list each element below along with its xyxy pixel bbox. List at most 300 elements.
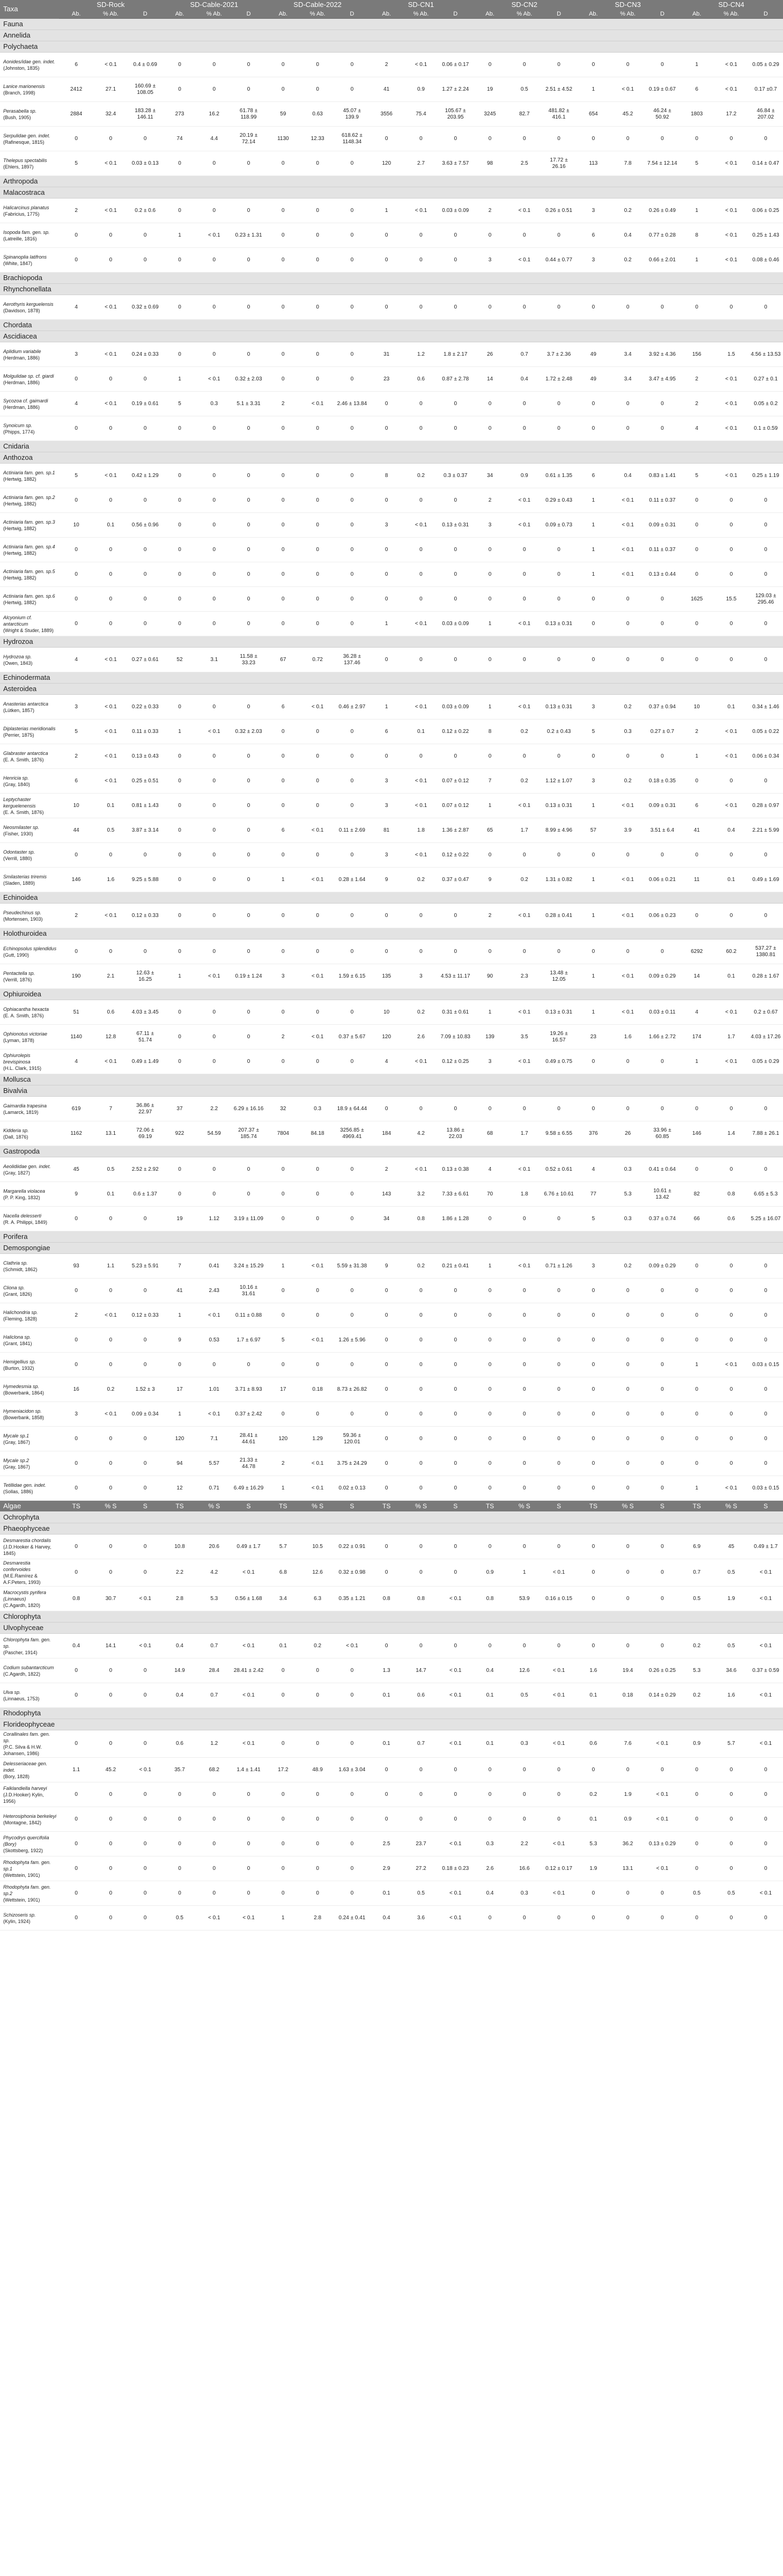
value-cell: 0	[162, 744, 197, 769]
value-cell: 0	[749, 1427, 783, 1451]
phylum-row	[0, 672, 783, 684]
value-cell: 1	[679, 53, 714, 77]
value-cell: 0	[438, 1451, 472, 1476]
value-cell: 0	[266, 1856, 300, 1881]
value-cell: 0	[438, 744, 472, 769]
value-cell: 4.4	[197, 127, 231, 151]
value-cell: 0	[59, 843, 93, 868]
value-cell: 82	[679, 1182, 714, 1207]
value-cell: 1.27 ± 2.24	[438, 77, 472, 102]
species-name: Perasabella sp.	[3, 108, 37, 114]
value-cell: 0.56 ± 0.96	[128, 513, 162, 538]
value-cell: 0	[714, 1328, 748, 1353]
value-cell: 0	[59, 1906, 93, 1931]
species-authority: (Lyman, 1878)	[3, 1037, 34, 1043]
value-cell: 0	[162, 151, 197, 176]
value-cell: 20.19 ± 72.14	[231, 127, 265, 151]
value-cell: 6.9	[679, 1535, 714, 1559]
value-cell: < 0.1	[93, 744, 128, 769]
value-cell: < 0.1	[507, 1157, 542, 1182]
value-cell: 1	[576, 904, 610, 928]
table-row	[0, 1182, 783, 1207]
species-name: Actiniaria fam. gen. sp.5	[3, 568, 55, 574]
value-cell: < 0.1	[749, 1587, 783, 1611]
table-row	[0, 367, 783, 392]
value-cell: 3	[59, 1402, 93, 1427]
species-authority: (Lütken, 1857)	[3, 707, 35, 713]
value-cell: 0	[645, 744, 679, 769]
value-cell: 1.72 ± 2.48	[542, 367, 576, 392]
value-cell: 0	[266, 744, 300, 769]
table-row	[0, 769, 783, 794]
value-cell: 0	[370, 1353, 404, 1377]
species-name: Lanice marionensis	[3, 83, 45, 89]
species-authority: (Wettstein, 1901)	[3, 1872, 40, 1878]
value-cell: 0.44 ± 0.77	[542, 248, 576, 273]
value-cell: 21.33 ± 44.78	[231, 1451, 265, 1476]
value-cell: 0.3	[507, 1730, 542, 1758]
value-cell: 0.77 ± 0.28	[645, 223, 679, 248]
value-cell: 105.67 ± 203.95	[438, 102, 472, 127]
value-cell: 0	[576, 1451, 610, 1476]
value-cell: 0.03 ± 0.15	[749, 1476, 783, 1501]
value-cell: 0	[300, 1683, 335, 1708]
value-cell: 0	[714, 1377, 748, 1402]
species-cell	[0, 1881, 59, 1906]
value-cell: 0.7	[197, 1683, 231, 1708]
value-cell: 19	[162, 1207, 197, 1231]
table-row	[0, 1807, 783, 1832]
value-cell: 0	[197, 744, 231, 769]
species-cell	[0, 1730, 59, 1758]
value-cell: 1	[266, 868, 300, 892]
value-cell: 20.6	[197, 1535, 231, 1559]
value-cell: 27.1	[93, 77, 128, 102]
value-cell: 0	[335, 53, 369, 77]
species-authority: (Grant, 1826)	[3, 1291, 32, 1297]
value-cell: < 0.1	[300, 868, 335, 892]
species-authority: (Schmidt, 1862)	[3, 1266, 38, 1272]
algae-metric-header: TS	[472, 1501, 507, 1512]
value-cell: 0	[59, 1881, 93, 1906]
value-cell: 0	[611, 744, 645, 769]
algae-metric-header: S	[231, 1501, 265, 1512]
value-cell: 6292	[679, 940, 714, 964]
table-row	[0, 1881, 783, 1906]
value-cell: 0.12 ± 0.25	[438, 1050, 472, 1074]
value-cell: 0	[542, 295, 576, 320]
value-cell: 0.25 ± 1.19	[749, 464, 783, 488]
value-cell: 0.27 ± 0.61	[128, 648, 162, 672]
value-cell: 0	[266, 416, 300, 441]
species-name: Rhodophyta fam. gen. sp.1	[3, 1859, 51, 1872]
value-cell: 0	[542, 1906, 576, 1931]
value-cell: < 0.1	[197, 1402, 231, 1427]
value-cell: 0.1	[714, 964, 748, 989]
value-cell: 0	[231, 695, 265, 720]
value-cell: 0.2 ± 0.67	[749, 1000, 783, 1025]
value-cell: 0	[300, 562, 335, 587]
value-cell: 0	[197, 843, 231, 868]
species-name: Alcyonium cf. antarcticum	[3, 614, 32, 627]
value-cell: 0	[472, 940, 507, 964]
value-cell: 49	[576, 367, 610, 392]
value-cell: 0	[59, 612, 93, 636]
metric-header: Ab.	[162, 10, 197, 19]
value-cell: 0	[749, 1279, 783, 1303]
value-cell: 0	[645, 416, 679, 441]
value-cell: 120	[370, 151, 404, 176]
value-cell: 0	[266, 295, 300, 320]
value-cell: 5.3	[197, 1587, 231, 1611]
species-authority: (Bush, 1905)	[3, 114, 31, 120]
value-cell: 0.05 ± 0.22	[749, 720, 783, 744]
value-cell: 0.8	[404, 1207, 438, 1231]
value-cell: 0	[162, 904, 197, 928]
value-cell: 0	[507, 53, 542, 77]
value-cell: 0	[162, 769, 197, 794]
value-cell: 0.16 ± 0.15	[542, 1587, 576, 1611]
value-cell: 0	[576, 1377, 610, 1402]
value-cell: 0	[714, 488, 748, 513]
value-cell: 0.2	[404, 1254, 438, 1279]
value-cell: 7	[93, 1097, 128, 1121]
value-cell: 0	[266, 513, 300, 538]
value-cell: 14	[679, 964, 714, 989]
value-cell: 0.13 ± 0.43	[128, 744, 162, 769]
value-cell: 0	[542, 1634, 576, 1658]
value-cell: 0.07 ± 0.12	[438, 794, 472, 818]
value-cell: 0	[714, 1782, 748, 1807]
value-cell: 0	[300, 769, 335, 794]
species-name: Neosmilaster sp.	[3, 824, 40, 830]
species-authority: (Montagne, 1842)	[3, 1819, 42, 1825]
algae-metric-header: TS	[576, 1501, 610, 1512]
value-cell: 0	[335, 1807, 369, 1832]
value-cell: 52	[162, 648, 197, 672]
value-cell: 0	[438, 1634, 472, 1658]
value-cell: 0.71	[197, 1476, 231, 1501]
value-cell: 0.9	[472, 1559, 507, 1587]
value-cell: 0	[714, 1097, 748, 1121]
value-cell: 0	[645, 843, 679, 868]
species-name: Sycozoa cf. gaimardi	[3, 398, 48, 403]
value-cell: < 0.1	[714, 223, 748, 248]
value-cell: 0	[93, 843, 128, 868]
value-cell: 0.13 ± 0.31	[542, 695, 576, 720]
value-cell: 0	[266, 248, 300, 273]
algae-metric-header: % S	[300, 1501, 335, 1512]
value-cell: 0	[542, 744, 576, 769]
value-cell: 0	[749, 513, 783, 538]
value-cell: 0.2	[300, 1634, 335, 1658]
species-name: Corallinales fam. gen. sp.	[3, 1731, 50, 1743]
value-cell: 0.05 ± 0.2	[749, 392, 783, 416]
value-cell: 0	[404, 538, 438, 562]
value-cell: 9	[59, 1182, 93, 1207]
value-cell: 0	[266, 794, 300, 818]
value-cell: 0	[404, 1303, 438, 1328]
value-cell: 0	[542, 127, 576, 151]
species-cell	[0, 1000, 59, 1025]
value-cell: 0	[335, 1000, 369, 1025]
value-cell: 0	[300, 151, 335, 176]
species-authority: (Bory, 1828)	[3, 1773, 29, 1779]
metric-header: Ab.	[370, 10, 404, 19]
value-cell: 183.28 ± 146.11	[128, 102, 162, 127]
metric-header: % Ab.	[714, 10, 748, 19]
class-row	[0, 989, 783, 1000]
table-row	[0, 1758, 783, 1782]
value-cell: 0	[231, 1856, 265, 1881]
species-cell	[0, 868, 59, 892]
class-row	[0, 1146, 783, 1157]
value-cell: 0.13 ± 0.38	[438, 1157, 472, 1182]
value-cell: 0	[59, 1427, 93, 1451]
value-cell: 0	[404, 488, 438, 513]
value-cell: 0	[542, 1758, 576, 1782]
algae-metric-header: S	[645, 1501, 679, 1512]
value-cell: 0	[162, 513, 197, 538]
species-name: Glabraster antarctica	[3, 750, 48, 756]
species-cell	[0, 53, 59, 77]
value-cell: 0	[93, 1856, 128, 1881]
value-cell: 0.49 ± 1.49	[128, 1050, 162, 1074]
value-cell: < 0.1	[438, 1730, 472, 1758]
value-cell: 0	[472, 1353, 507, 1377]
value-cell: < 0.1	[714, 77, 748, 102]
value-cell: 0	[611, 392, 645, 416]
value-cell: 0.12 ± 0.33	[128, 904, 162, 928]
value-cell: 0	[335, 367, 369, 392]
value-cell: 0	[231, 1832, 265, 1856]
species-name: Diplasterias meridionalis	[3, 725, 56, 731]
value-cell: 0	[714, 1758, 748, 1782]
value-cell: 0	[93, 1451, 128, 1476]
phylum-row	[0, 1231, 783, 1243]
value-cell: < 0.1	[93, 53, 128, 77]
value-cell: 0	[679, 1807, 714, 1832]
value-cell: 2.8	[300, 1906, 335, 1931]
table-row	[0, 1856, 783, 1881]
value-cell: < 0.1	[300, 695, 335, 720]
value-cell: 0	[749, 1782, 783, 1807]
value-cell: 10	[370, 1000, 404, 1025]
value-cell: 0	[714, 769, 748, 794]
value-cell: 0	[472, 1634, 507, 1658]
value-cell: 0	[197, 1856, 231, 1881]
value-cell: 0.18 ± 0.35	[645, 769, 679, 794]
value-cell: 376	[576, 1121, 610, 1146]
value-cell: < 0.1	[404, 769, 438, 794]
value-cell: 0	[162, 342, 197, 367]
value-cell: < 0.1	[438, 1832, 472, 1856]
value-cell: 0	[679, 648, 714, 672]
value-cell: 0.18	[300, 1377, 335, 1402]
value-cell: 6	[576, 223, 610, 248]
value-cell: 1	[162, 223, 197, 248]
value-cell: 0.2	[611, 248, 645, 273]
species-name: Haliclona sp.	[3, 1334, 31, 1340]
value-cell: 0	[197, 151, 231, 176]
algae-header-row	[0, 1501, 783, 1512]
species-cell	[0, 295, 59, 320]
value-cell: 0	[645, 612, 679, 636]
value-cell: 0.19 ± 0.61	[128, 392, 162, 416]
value-cell: 0	[300, 295, 335, 320]
value-cell: 0	[438, 1535, 472, 1559]
value-cell: 0	[714, 538, 748, 562]
value-cell: 0	[611, 1279, 645, 1303]
value-cell: 0	[197, 1782, 231, 1807]
value-cell: 84.18	[300, 1121, 335, 1146]
value-cell: 0	[542, 1476, 576, 1501]
value-cell: 6.76 ± 10.61	[542, 1182, 576, 1207]
value-cell: 0	[231, 416, 265, 441]
phylum-row	[0, 1512, 783, 1523]
value-cell: 0	[300, 416, 335, 441]
value-cell: 8	[472, 720, 507, 744]
value-cell: 0	[576, 940, 610, 964]
value-cell: 0	[749, 1807, 783, 1832]
species-authority: (Grant, 1841)	[3, 1340, 32, 1346]
value-cell: 1.66 ± 2.72	[645, 1025, 679, 1050]
value-cell: 0.28 ± 0.41	[542, 904, 576, 928]
species-cell	[0, 964, 59, 989]
value-cell: 0	[93, 1559, 128, 1587]
value-cell: 0.32 ± 0.98	[335, 1559, 369, 1587]
species-authority: (Hertwig, 1882)	[3, 599, 36, 605]
value-cell: 3	[404, 964, 438, 989]
value-cell: 0	[576, 1559, 610, 1587]
species-name: Actiniaria fam. gen. sp.4	[3, 544, 55, 549]
species-cell	[0, 1856, 59, 1881]
value-cell: 0	[93, 488, 128, 513]
class-row-label: Echinoidea	[0, 892, 783, 904]
value-cell: 0	[59, 248, 93, 273]
value-cell: 0	[300, 720, 335, 744]
value-cell: 0.35 ± 1.21	[335, 1587, 369, 1611]
value-cell: 54.59	[197, 1121, 231, 1146]
value-cell: 41	[370, 77, 404, 102]
value-cell: 0	[300, 1207, 335, 1231]
value-cell: 0.18 ± 0.23	[438, 1856, 472, 1881]
value-cell: 0.5	[93, 818, 128, 843]
value-cell: 0.5	[93, 1157, 128, 1182]
value-cell: 0	[197, 562, 231, 587]
phylum-row	[0, 1708, 783, 1719]
value-cell: 0	[679, 1377, 714, 1402]
species-name: Molgulidae sp. cf. giardi	[3, 373, 54, 379]
value-cell: 0	[370, 1634, 404, 1658]
value-cell: 0	[335, 1353, 369, 1377]
species-name: Heterosiphonia berkeleyi	[3, 1813, 57, 1819]
phylum-row-label: Porifera	[0, 1231, 783, 1243]
value-cell: 9	[472, 868, 507, 892]
value-cell: 0.52 ± 0.61	[542, 1157, 576, 1182]
value-cell: 0.41 ± 0.64	[645, 1157, 679, 1182]
value-cell: 0	[335, 1402, 369, 1427]
species-cell	[0, 199, 59, 223]
value-cell: 0.71 ± 1.26	[542, 1254, 576, 1279]
value-cell: 0	[507, 587, 542, 612]
species-name: Falklandiella harveyi	[3, 1785, 47, 1791]
value-cell: < 0.1	[197, 964, 231, 989]
value-cell: 0	[472, 587, 507, 612]
value-cell: 0	[231, 199, 265, 223]
value-cell: 2.51 ± 4.52	[542, 77, 576, 102]
species-cell	[0, 744, 59, 769]
value-cell: 0	[300, 587, 335, 612]
value-cell: 0	[404, 1535, 438, 1559]
value-cell: 0.25 ± 0.51	[128, 769, 162, 794]
value-cell: 0.4 ± 0.69	[128, 53, 162, 77]
value-cell: 619	[59, 1097, 93, 1121]
value-cell: 7.88 ± 26.1	[749, 1121, 783, 1146]
value-cell: < 0.1	[93, 151, 128, 176]
value-cell: 0	[472, 1427, 507, 1451]
value-cell: 0	[59, 1807, 93, 1832]
species-name: Pseudechinus sp.	[3, 909, 42, 915]
value-cell: 3	[576, 199, 610, 223]
value-cell: 0.5	[714, 1634, 748, 1658]
value-cell: 5	[679, 464, 714, 488]
value-cell: 0	[93, 1279, 128, 1303]
value-cell: 15.5	[714, 587, 748, 612]
value-cell: 0	[197, 904, 231, 928]
value-cell: 0	[438, 562, 472, 587]
value-cell: 0	[128, 1476, 162, 1501]
value-cell: 0	[335, 151, 369, 176]
table-row	[0, 1559, 783, 1587]
species-authority: (Gutt, 1990)	[3, 952, 29, 958]
value-cell: 0	[266, 199, 300, 223]
value-cell: 0	[231, 538, 265, 562]
species-cell	[0, 1559, 59, 1587]
class-row-label: Polychaeta	[0, 41, 783, 53]
value-cell: 0	[266, 1050, 300, 1074]
value-cell: 0	[335, 794, 369, 818]
value-cell: 2	[370, 53, 404, 77]
class-row	[0, 892, 783, 904]
value-cell: 0	[335, 904, 369, 928]
metric-header: Ab.	[679, 10, 714, 19]
value-cell: 0	[335, 587, 369, 612]
class-row	[0, 684, 783, 695]
value-cell: 0	[749, 127, 783, 151]
value-cell: 10	[679, 695, 714, 720]
species-authority: (Skottsberg, 1922)	[3, 1847, 43, 1853]
phylum-row	[0, 1074, 783, 1085]
species-name: Rhodophyta fam. gen. sp.2	[3, 1884, 51, 1896]
value-cell: 0	[162, 1050, 197, 1074]
value-cell: 3.71 ± 8.93	[231, 1377, 265, 1402]
value-cell: 0.61 ± 1.35	[542, 464, 576, 488]
value-cell: 0	[611, 1097, 645, 1121]
value-cell: 0	[749, 1097, 783, 1121]
value-cell: 0	[335, 342, 369, 367]
value-cell: 0	[507, 1328, 542, 1353]
value-cell: 3	[576, 1254, 610, 1279]
value-cell: 0.3	[611, 1207, 645, 1231]
value-cell: 3.6	[404, 1906, 438, 1931]
value-cell: 0	[472, 1451, 507, 1476]
value-cell: 41	[679, 818, 714, 843]
phylum-row	[0, 176, 783, 187]
value-cell: < 0.1	[507, 199, 542, 223]
metric-header: D	[231, 10, 265, 19]
value-cell: 0	[576, 1402, 610, 1427]
